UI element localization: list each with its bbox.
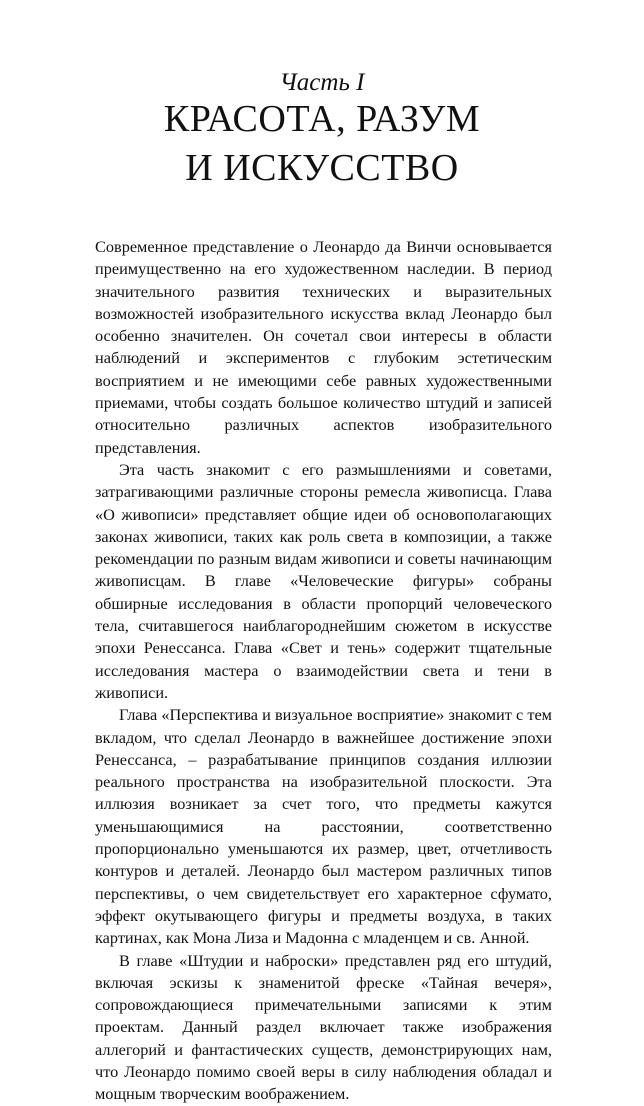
part-label: Часть I	[279, 69, 365, 96]
part-title	[0, 95, 644, 193]
paragraph-1: Современное представление о Леонардо да Винчи основывается преимущественно на его художественном наследии. В период значительного развития технических и выразительных возможностей изобразительного искусства вклад Леонардо был особенно значителен. Он сочетал свои интересы в области наблюдений и экспериментов с глубоким эстетическим восприятием и не имеющими себе равных художественными приемами, чтобы создать большое количество штудий и записей относительно различных аспектов изобразительного представления.	[95, 237, 552, 457]
part-title-line-2: И ИСКУССТВО	[185, 147, 459, 189]
paragraph-4: В главе «Штудии и наброски» представлен ряд его штудий, включая эскизы к знаменитой фреске «Тайная вечеря», сопровождающиеся примечательными записями к этим проектам. Данный раздел включает также изображения аллегорий и фантастических существ, демонстрирующих нам, что Леонардо помимо своей веры в силу наблюдения обладал и мощным творческим воображением.	[95, 950, 552, 1104]
paragraph-3: Глава «Перспектива и визуальное восприятие» знакомит с тем вкладом, что сделал Леонардо в важнейшее достижение эпохи Ренессанса, – разрабатывание принципов создания иллюзии реального пространства на изобразительной плоскости. Эта иллюзия возникает за счет того, что предметы кажутся уменьшающимися на расстоянии, соответственно пропорционально уменьшаются их размер, цвет, отчетливость контуров и деталей. Леонардо был мастером различных типов перспективы, о чем свидетельствует его характерное сфумато, эффект окутывающего фигуры и предметы воздуха, в таких картинах, как Мона Лиза и Мадонна с младенцем и св. Анной.	[95, 705, 552, 948]
body-text	[95, 236, 552, 1106]
part-title-line-1: КРАСОТА, РАЗУМ	[163, 98, 481, 140]
paragraph-2: Эта часть знакомит с его размышлениями и советами, затрагивающими различные стороны ремесла живописца. Глава «О живописи» представляет общие идеи об основополагающих законах живописи, таких как роль света в композиции, а также рекомендации по разным видам живописи и советы начинающим живописцам. В главе «Человеческие фигуры» собраны обширные исследования в области пропорций человеческого тела, считавшегося наиблагороднейшим сюжетом в искусстве эпохи Ренессанса. Глава «Свет и тень» содержит тщательные исследования мастера о взаимодействии света и тени в живописи.	[95, 459, 552, 702]
